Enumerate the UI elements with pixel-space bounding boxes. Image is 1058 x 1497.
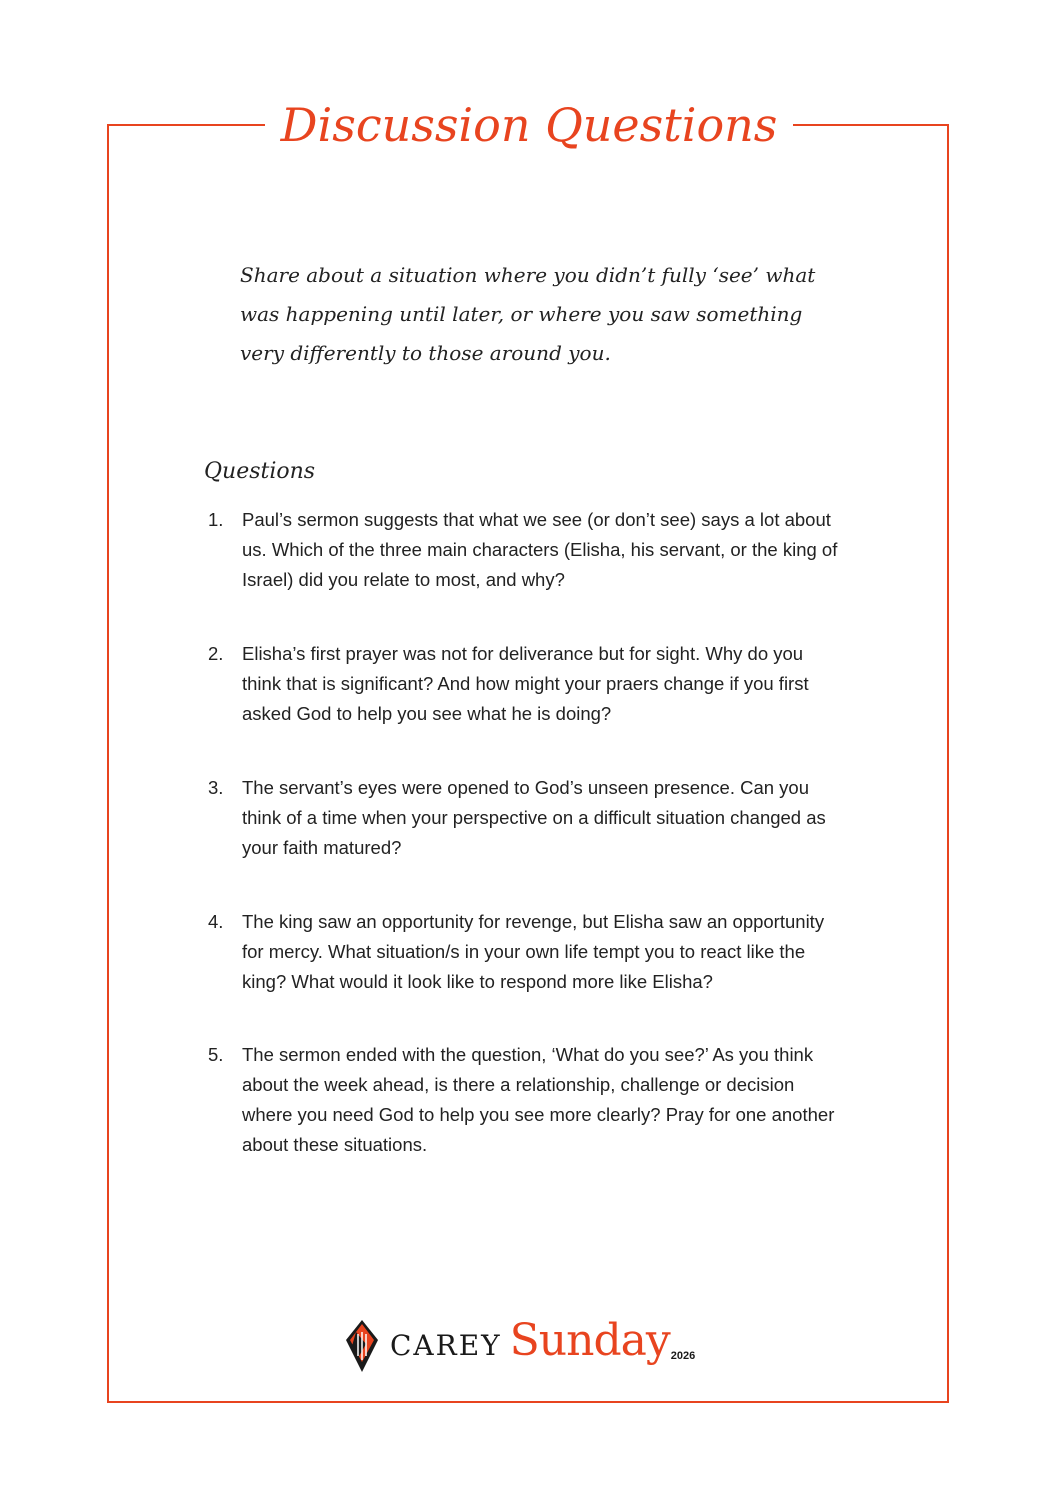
question-number: 5. (208, 1044, 224, 1065)
questions-list (204, 505, 844, 1160)
question-item (204, 505, 844, 595)
question-item (204, 1040, 844, 1160)
question-item (204, 773, 844, 863)
question-number: 2. (208, 643, 224, 664)
page-title: Discussion Questions (265, 92, 794, 158)
question-item (204, 907, 844, 997)
questions-heading: Questions (204, 459, 316, 484)
question-text: Elisha’s first prayer was not for deliverance but for sight. Why do you think that is significant? And how might your praers change if you first asked God to help you see what he is doing? (242, 643, 809, 724)
logo-sunday-text: Sunday (509, 1315, 670, 1366)
logo-carey-text: CAREY (390, 1329, 502, 1362)
question-text: Paul’s sermon suggests that what we see (or don’t see) says a lot about us. Which of the three main characters (Elisha, his servant, or the king of Israel) did you relate to most, and why? (242, 509, 838, 590)
question-item (204, 639, 844, 729)
carey-sunday-logo (344, 1314, 704, 1374)
intro-prompt: Share about a situation where you didn’t fully ‘see’ what was happening until later, or where you saw something very differently to those around you. (240, 263, 816, 365)
question-text: The servant’s eyes were opened to God’s unseen presence. Can you think of a time when your perspective on a difficult situation changed as your faith matured? (242, 777, 826, 858)
question-text: The sermon ended with the question, ‘What do you see?’ As you think about the week ahead, is there a relationship, challenge or decision where you need God to help you see more clearly? Pray for one another about these situations. (242, 1044, 835, 1155)
question-text: The king saw an opportunity for revenge, but Elisha saw an opportunity for mercy. What situation/s in your own life tempt you to react like the king? What would it look like to respond more like Elisha? (242, 911, 825, 992)
question-number: 4. (208, 911, 224, 932)
page-title-wrap (0, 92, 1058, 158)
question-number: 1. (208, 509, 224, 530)
question-number: 3. (208, 777, 224, 798)
flame-logo-icon (344, 1318, 380, 1374)
logo-year-text: 2026 (670, 1350, 696, 1362)
